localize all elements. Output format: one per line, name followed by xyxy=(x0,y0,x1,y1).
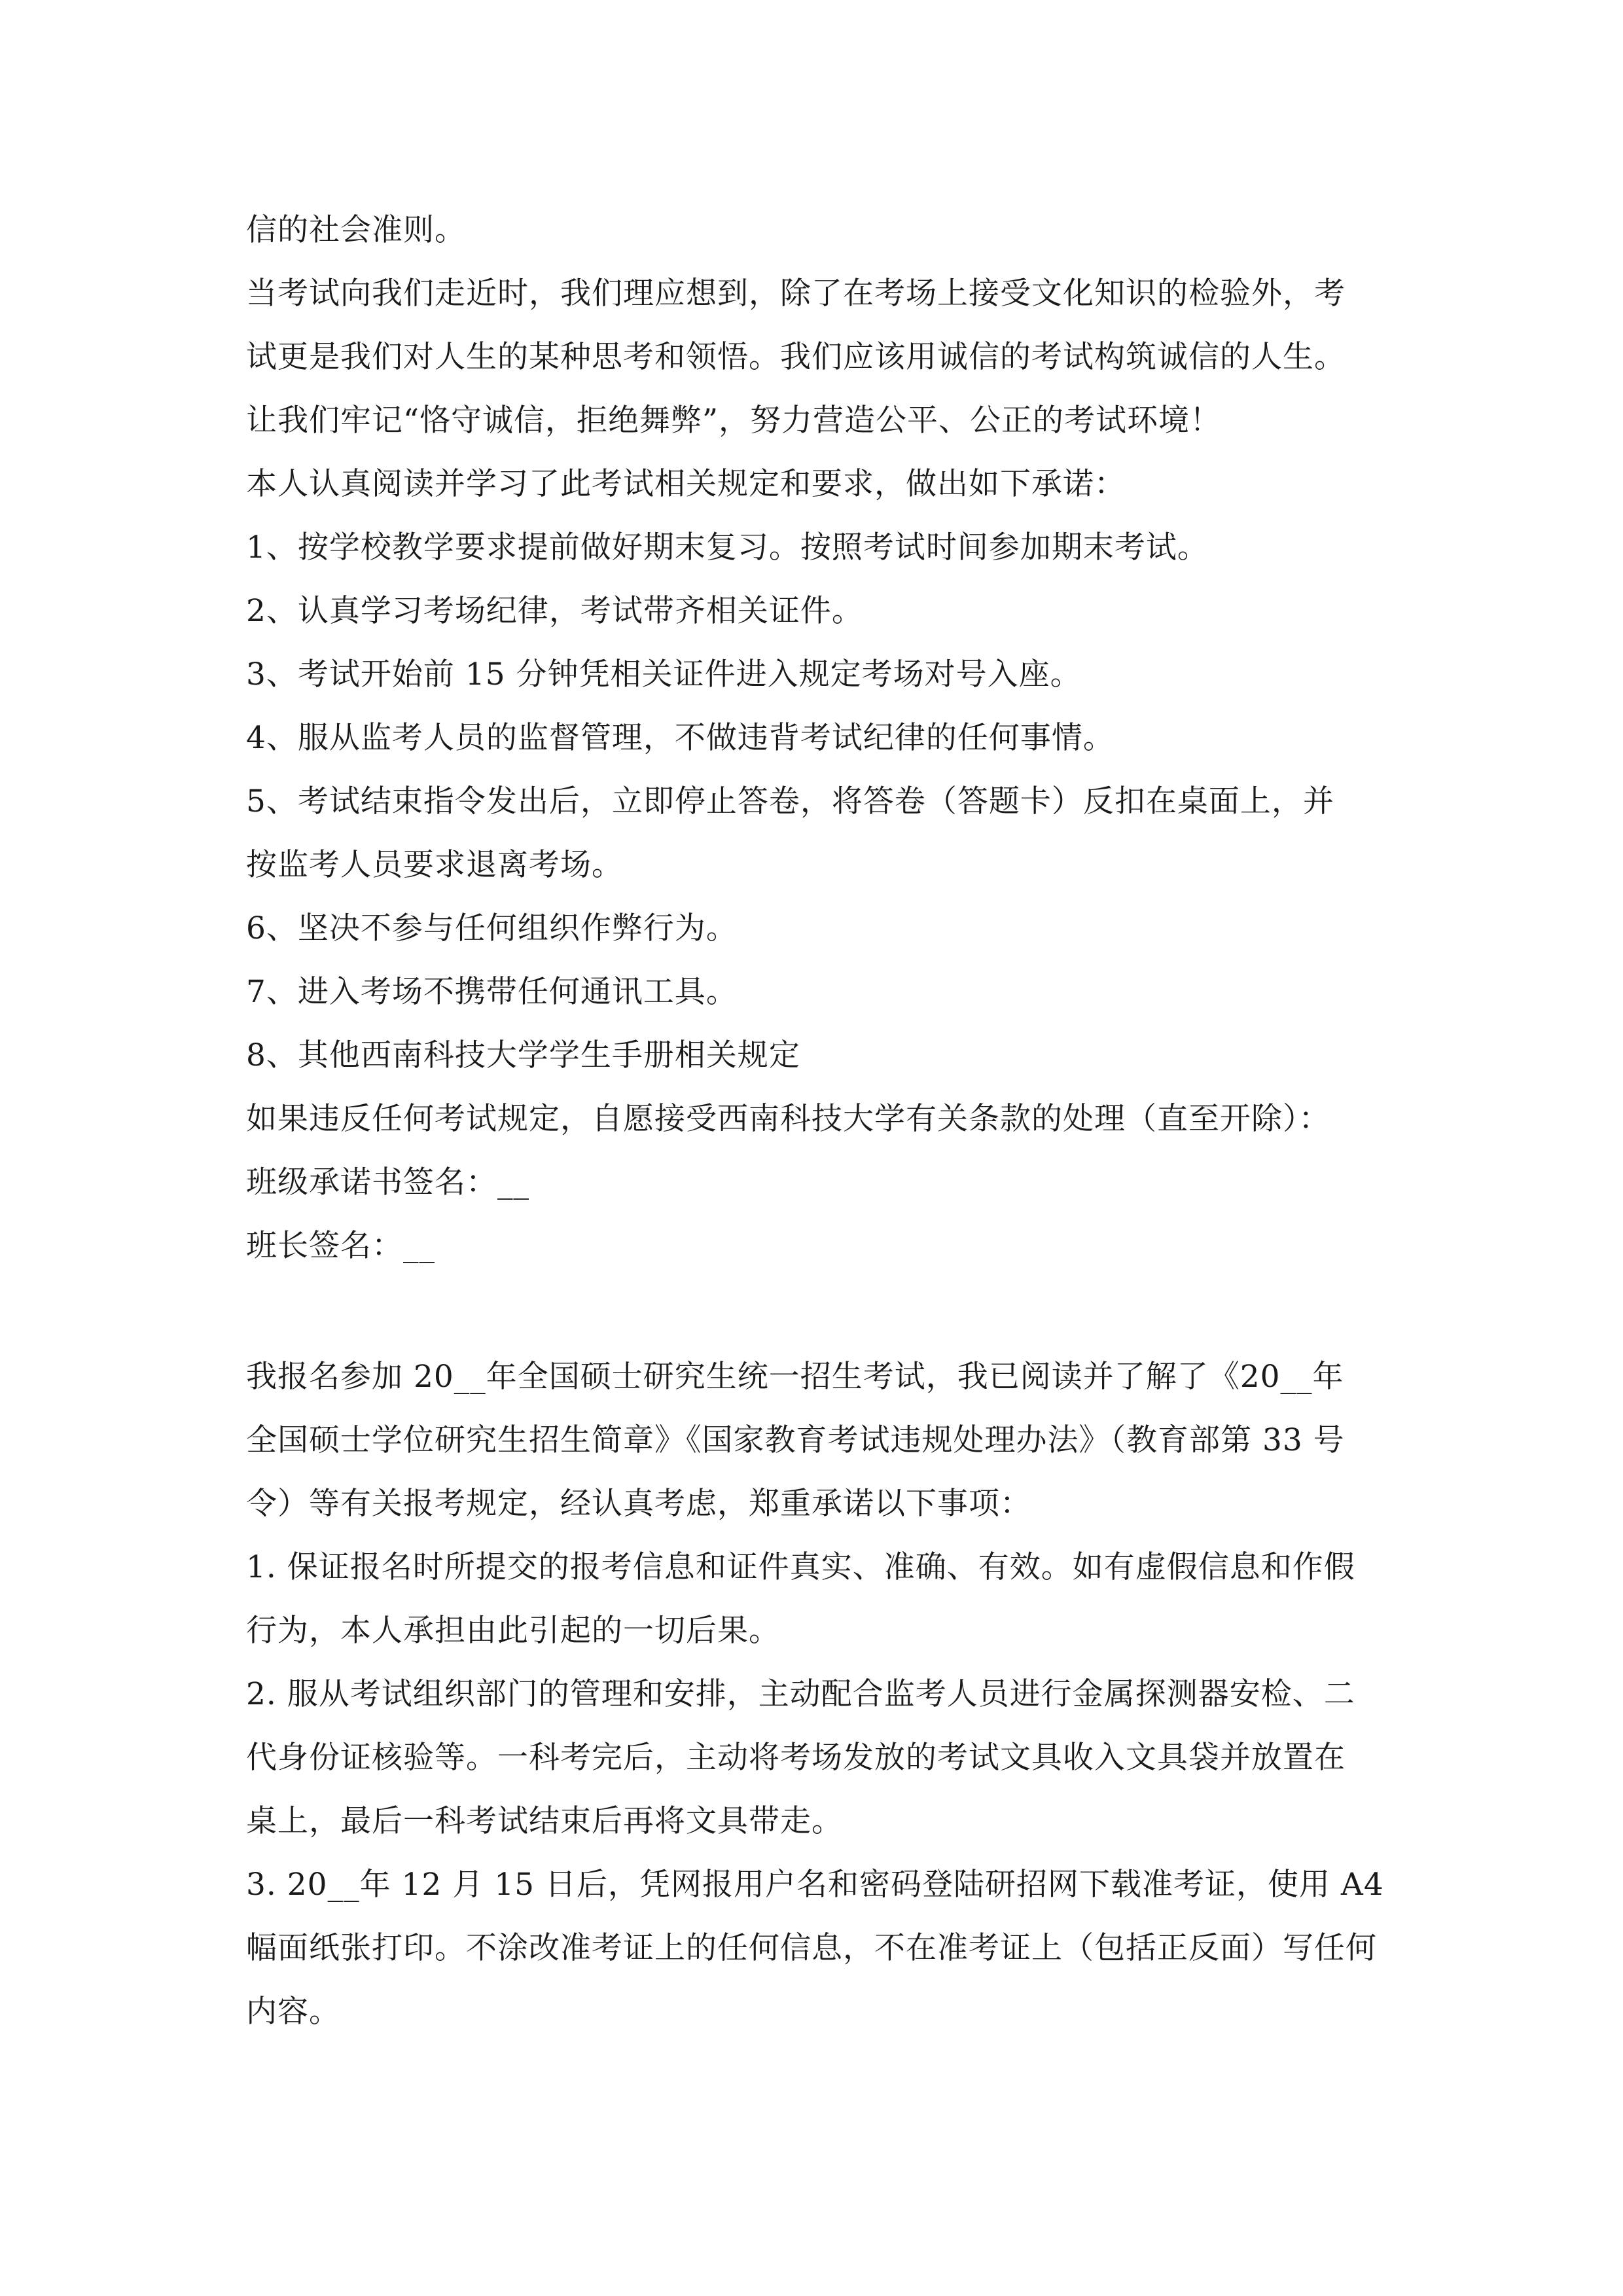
pledge-item-2-continued: 桌上，最后一科考试结束后再将文具带走。 xyxy=(246,1803,843,1839)
monitor-signature-line: 班长签名：__ xyxy=(246,1228,435,1264)
pledge-item-5: 5、考试结束指令发出后，立即停止答卷，将答卷（答题卡）反扣在桌面上，并 xyxy=(246,783,1334,819)
text-line: 全国硕士学位研究生招生简章》《国家教育考试违规处理办法》（教育部第 33 号 xyxy=(246,1422,1345,1458)
pledge-item-1: 1、按学校教学要求提前做好期末复习。按照考试时间参加期末考试。 xyxy=(246,529,1209,565)
pledge-item-2: 2、认真学习考场纪律，考试带齐相关证件。 xyxy=(246,593,863,629)
text-line: 让我们牢记“恪守诚信，拒绝舞弊”，努力营造公平、公正的考试环境！ xyxy=(246,403,1222,439)
pledge-item-2: 2. 服从考试组织部门的管理和安排，主动配合监考人员进行金属探测器安检、二 xyxy=(246,1676,1355,1712)
class-signature-line: 班级承诺书签名：__ xyxy=(246,1164,529,1200)
text-line: 我报名参加 20__年全国硕士研究生统一招生考试，我已阅读并了解了《20__年 xyxy=(246,1359,1344,1395)
pledge-item-4: 4、服从监考人员的监督管理，不做违背考试纪律的任何事情。 xyxy=(246,720,1115,756)
pledge-item-6: 6、坚决不参与任何组织作弊行为。 xyxy=(246,910,738,946)
pledge-item-3-continued: 幅面纸张打印。不涂改准考证上的任何信息，不在准考证上（包括正反面）写任何 xyxy=(246,1930,1377,1966)
pledge-item-7: 7、进入考场不携带任何通讯工具。 xyxy=(246,974,738,1010)
graduate-exam-pledge-section xyxy=(246,1345,1385,2043)
pledge-item-2-continued: 代身份证核验等。一科考完后，主动将考场发放的考试文具收入文具袋并放置在 xyxy=(246,1740,1346,1776)
pledge-item-3: 3、考试开始前 15 分钟凭相关证件进入规定考场对号入座。 xyxy=(246,656,1082,692)
pledge-item-3-continued: 内容。 xyxy=(246,1994,340,2030)
text-line: 本人认真阅读并学习了此考试相关规定和要求，做出如下承诺： xyxy=(246,466,1126,502)
pledge-item-1: 1. 保证报名时所提交的报考信息和证件真实、准确、有效。如有虚假信息和作假 xyxy=(246,1549,1355,1585)
pledge-item-3: 3. 20__年 12 月 15 日后，凭网报用户名和密码登陆研招网下载准考证，使用 A4 xyxy=(246,1867,1384,1903)
text-line: 令）等有关报考规定，经认真考虑，郑重承诺以下事项： xyxy=(246,1486,1031,1522)
text-line: 试更是我们对人生的某种思考和领悟。我们应该用诚信的考试构筑诚信的人生。 xyxy=(246,339,1346,375)
pledge-item-5-continued: 按监考人员要求退离考场。 xyxy=(246,847,623,883)
pledge-item-8: 8、其他西南科技大学学生手册相关规定 xyxy=(246,1037,800,1073)
violation-statement: 如果违反任何考试规定，自愿接受西南科技大学有关条款的处理（直至开除）： xyxy=(246,1101,1330,1137)
pledge-item-1-continued: 行为，本人承担由此引起的一切后果。 xyxy=(246,1613,780,1649)
exam-integrity-pledge-section xyxy=(246,198,1385,1278)
text-line: 信的社会准则。 xyxy=(246,212,466,248)
text-line: 当考试向我们走近时，我们理应想到，除了在考场上接受文化知识的检验外，考 xyxy=(246,276,1346,312)
